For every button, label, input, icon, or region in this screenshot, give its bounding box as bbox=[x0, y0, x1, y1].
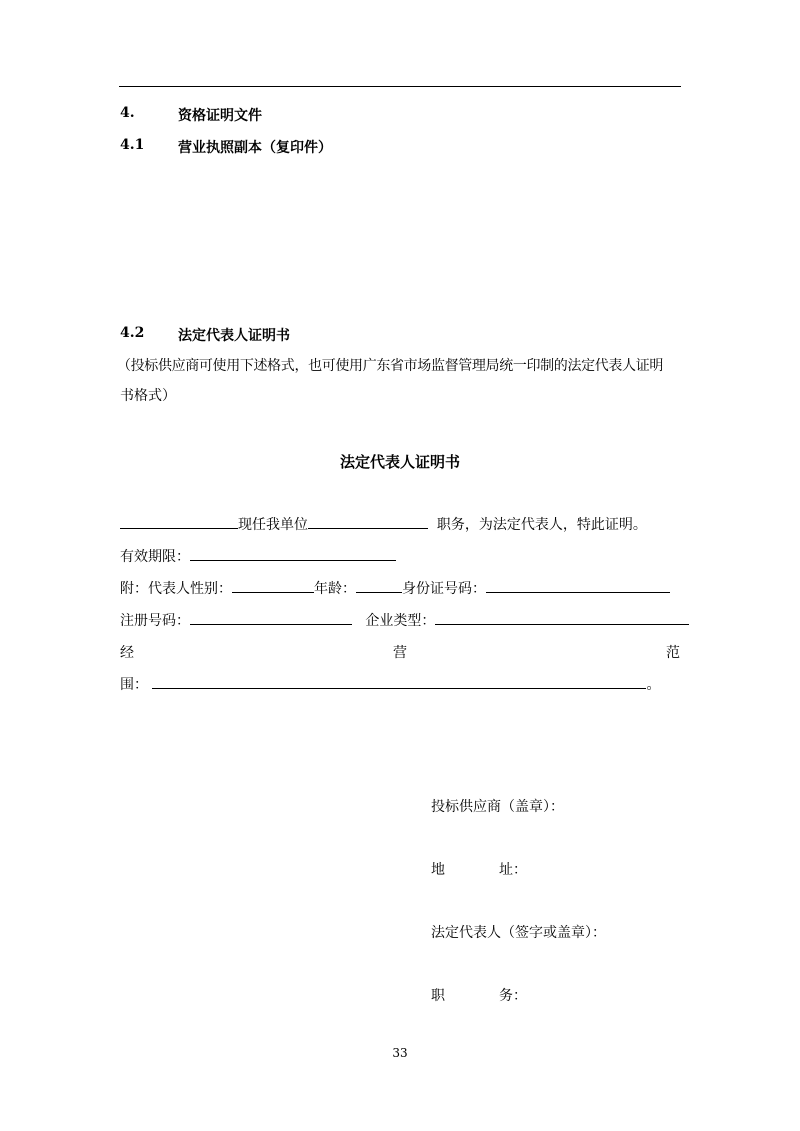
age-blank[interactable] bbox=[356, 578, 402, 593]
format-note-line-1: （投标供应商可使用下述格式，也可使用广东省市场监督管理局统一印制的法定代表人证明 bbox=[117, 358, 663, 374]
gender-blank[interactable] bbox=[232, 578, 314, 593]
address-label-a: 地 bbox=[431, 862, 445, 878]
registration-row bbox=[120, 610, 689, 630]
subsection-2-number: 4.2 bbox=[120, 325, 145, 341]
subsection-1-number: 4.1 bbox=[120, 137, 145, 153]
attachment-row bbox=[120, 578, 670, 598]
supplier-seal-label: 投标供应商（盖章）： bbox=[431, 799, 564, 815]
subsection-1-title: 营业执照副本（复印件） bbox=[178, 140, 332, 156]
validity-label: 有效期限： bbox=[120, 549, 190, 565]
position-blank[interactable] bbox=[308, 514, 428, 529]
scope-row bbox=[120, 674, 660, 694]
gender-label: 附：代表人性别： bbox=[120, 581, 232, 597]
registration-blank[interactable] bbox=[190, 610, 352, 625]
scope-char-jing: 经 bbox=[120, 645, 134, 661]
address-label-b: 址： bbox=[499, 862, 527, 878]
page-number: 33 bbox=[392, 1046, 408, 1060]
legal-rep-signature-label: 法定代表人（签字或盖章）： bbox=[431, 925, 606, 941]
id-number-label: 身份证号码： bbox=[402, 581, 486, 597]
scope-label: 围： bbox=[120, 677, 148, 693]
post-label-b: 务： bbox=[499, 988, 527, 1004]
validity-row bbox=[120, 546, 396, 566]
format-note-line-2: 书格式） bbox=[120, 388, 176, 404]
scope-char-ying: 营 bbox=[393, 645, 407, 661]
certificate-heading: 法定代表人证明书 bbox=[339, 453, 460, 471]
age-label: 年龄： bbox=[314, 581, 356, 597]
business-scope-blank[interactable] bbox=[152, 674, 646, 689]
scope-char-fan: 范 bbox=[666, 645, 680, 661]
section-number: 4. bbox=[120, 105, 135, 121]
section-title: 资格证明文件 bbox=[178, 108, 262, 124]
post-label-a: 职 bbox=[431, 988, 445, 1004]
subsection-2-title: 法定代表人证明书 bbox=[178, 328, 290, 344]
certificate-row-1 bbox=[120, 514, 647, 534]
validity-blank[interactable] bbox=[190, 546, 396, 561]
legal-rep-statement: 职务，为法定代表人，特此证明。 bbox=[436, 517, 647, 533]
name-blank[interactable] bbox=[120, 514, 238, 529]
scope-end-mark: 。 bbox=[646, 677, 661, 693]
id-number-blank[interactable] bbox=[486, 578, 670, 593]
header-rule bbox=[119, 86, 681, 87]
enterprise-type-label: 企业类型： bbox=[365, 613, 436, 629]
current-position-text: 现任我单位 bbox=[238, 517, 308, 533]
enterprise-type-blank[interactable] bbox=[435, 610, 689, 625]
registration-label: 注册号码： bbox=[120, 613, 190, 629]
